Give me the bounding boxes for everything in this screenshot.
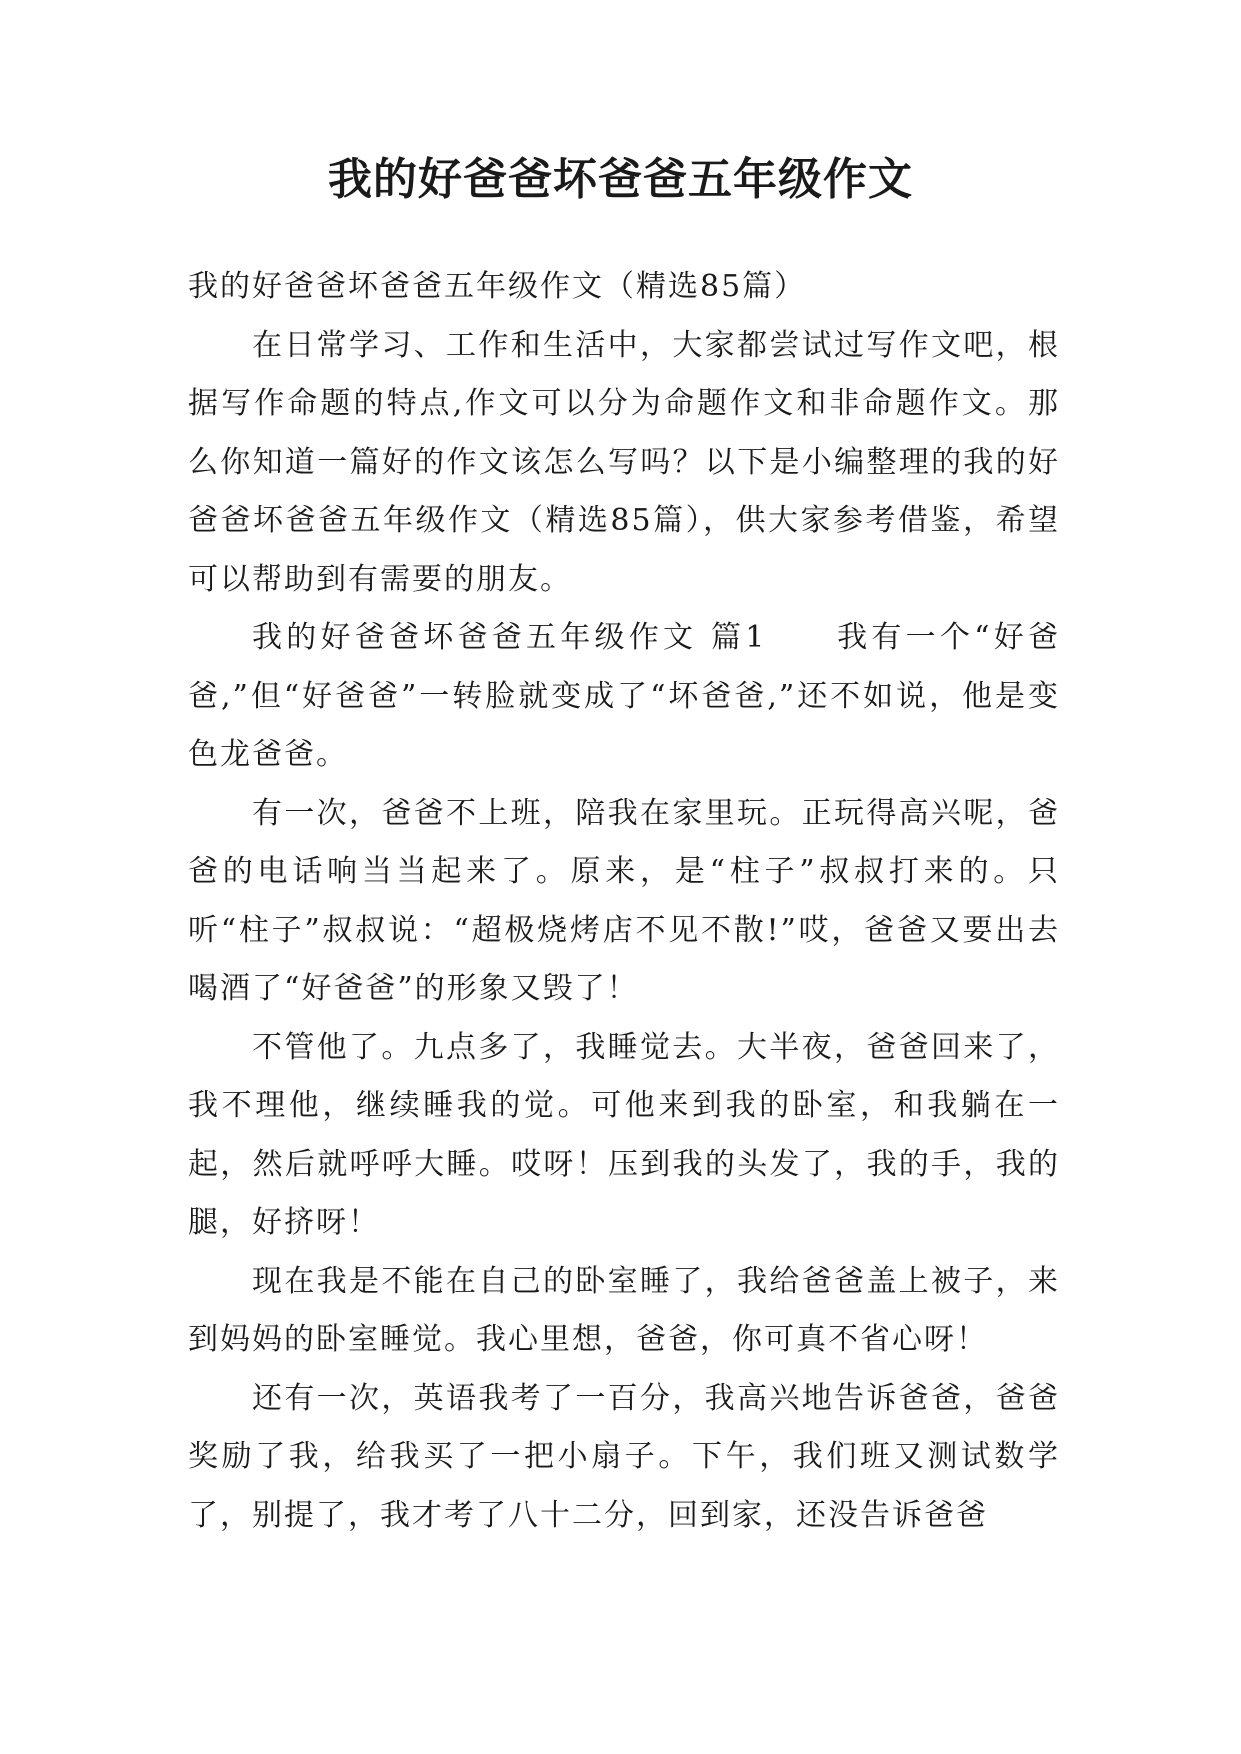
paragraph-5: 还有一次，英语我考了一百分，我高兴地告诉爸爸，爸爸奖励了我，给我买了一把小扇子。下午，我们班又测试数学了，别提了，我才考了八十二分，回到家，还没告诉爸爸 <box>188 1380 1060 1533</box>
paragraph-4: 现在我是不能在自己的卧室睡了，我给爸爸盖上被子，来到妈妈的卧室睡觉。我心里想，爸爸，你可真不省心呀！ <box>188 1263 1060 1357</box>
document-body <box>188 258 1060 1545</box>
paragraph-3: 不管他了。九点多了，我睡觉去。大半夜，爸爸回来了，我不理他，继续睡我的觉。可他来到我的卧室，和我躺在一起，然后就呼呼大睡。哎呀！压到我的头发了，我的手，我的腿，好挤呀！ <box>188 1029 1060 1240</box>
document-subtitle: 我的好爸爸坏爸爸五年级作文（精选85篇） <box>188 269 807 304</box>
paragraph-intro: 在日常学习、工作和生活中，大家都尝试过写作文吧，根据写作命题的特点,作文可以分为命题作文和非命题作文。那么你知道一篇好的作文该怎么写吗？以下是小编整理的我的好爸爸坏爸爸五年级作文（精选85篇），供大家参考借鉴，希望可以帮助到有需要的朋友。 <box>188 327 1060 597</box>
paragraph-2: 有一次，爸爸不上班，陪我在家里玩。正玩得高兴呢，爸爸的电话响当当起来了。原来，是“柱子”叔叔打来的。只听“柱子”叔叔说：“超极烧烤店不见不散!”哎，爸爸又要出去喝酒了“好爸爸”的形象又毁了！ <box>188 795 1060 1006</box>
paragraph-1: 我的好爸爸坏爸爸五年级作文 篇1 我有一个“好爸爸,”但“好爸爸”一转脸就变成了“坏爸爸,”还不如说，他是变色龙爸爸。 <box>188 620 1060 772</box>
document-title: 我的好爸爸坏爸爸五年级作文 <box>328 154 913 205</box>
